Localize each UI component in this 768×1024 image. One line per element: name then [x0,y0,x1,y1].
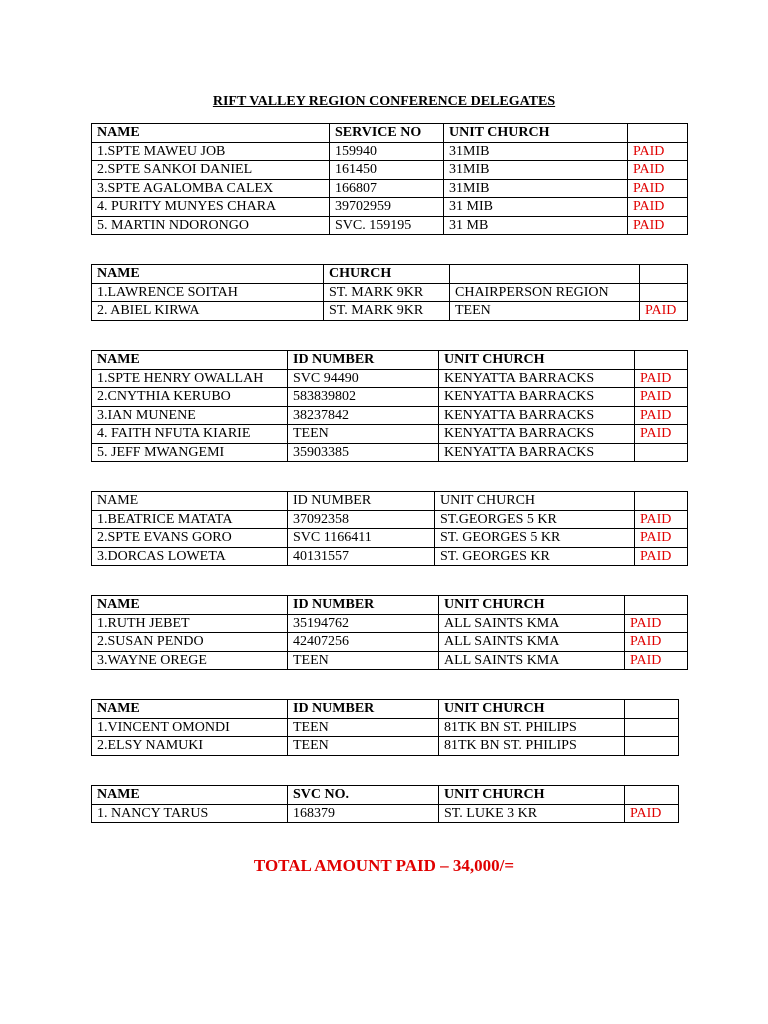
table-row [92,651,688,670]
table-row [92,369,688,388]
table-header-row [92,700,679,719]
table-row [92,547,688,566]
table-row [92,198,688,217]
name-cell: 2. ABIEL KIRWA [92,302,324,321]
paid-status: PAID [628,179,688,198]
header-cell: NAME [92,700,288,719]
table-row [92,510,688,529]
header-cell [640,265,688,284]
number-cell: 35903385 [288,443,439,462]
header-cell: UNIT CHURCH [435,492,635,511]
church-cell: ST. MARK 9KR [324,302,450,321]
number-cell: 42407256 [288,633,439,652]
table-header-row [92,351,688,370]
header-cell: NAME [92,786,288,805]
header-cell: NAME [92,265,324,284]
number-cell: 40131557 [288,547,435,566]
number-cell: 166807 [330,179,444,198]
table-row [92,529,688,548]
header-cell: ID NUMBER [288,700,439,719]
header-cell [625,786,679,805]
header-cell: UNIT CHURCH [439,786,625,805]
table-row [92,216,688,235]
number-cell: TEEN [288,718,439,737]
table-row [92,161,688,180]
name-cell: 1. NANCY TARUS [92,804,288,823]
table-row [92,388,688,407]
name-cell: 2.CNYTHIA KERUBO [92,388,288,407]
name-cell: 4. FAITH NFUTA KIARIE [92,425,288,444]
delegates-table-st-luke [91,785,679,823]
name-cell: 3.WAYNE OREGE [92,651,288,670]
church-cell: KENYATTA BARRACKS [439,425,635,444]
header-cell: ID NUMBER [288,492,435,511]
table-row [92,302,688,321]
number-cell: SVC 1166411 [288,529,435,548]
church-cell: 31MIB [444,142,628,161]
paid-status: PAID [628,142,688,161]
number-cell: 161450 [330,161,444,180]
number-cell: SVC 94490 [288,369,439,388]
paid-status: PAID [640,302,688,321]
paid-status: PAID [635,388,688,407]
number-cell: TEEN [288,737,439,756]
table-row [92,443,688,462]
header-cell: UNIT CHURCH [439,700,625,719]
name-cell: 1.SPTE MAWEU JOB [92,142,330,161]
header-cell [625,596,688,615]
table-header-row [92,492,688,511]
paid-status: PAID [628,198,688,217]
number-cell: 35194762 [288,614,439,633]
header-cell: UNIT CHURCH [444,124,628,143]
header-cell: NAME [92,492,288,511]
table-row [92,633,688,652]
table-row [92,283,688,302]
name-cell: 1.RUTH JEBET [92,614,288,633]
name-cell: 1.SPTE HENRY OWALLAH [92,369,288,388]
paid-status [640,283,688,302]
table-row [92,406,688,425]
name-cell: 3.IAN MUNENE [92,406,288,425]
paid-status [625,737,679,756]
table-header-row [92,124,688,143]
header-cell: ID NUMBER [288,596,439,615]
paid-status [635,443,688,462]
church-cell: ST.GEORGES 5 KR [435,510,635,529]
delegates-table-st-georges [91,491,688,566]
total-amount-paid: TOTAL AMOUNT PAID – 34,000/= [253,856,515,875]
table-row [92,718,679,737]
header-cell: ID NUMBER [288,351,439,370]
header-cell: SERVICE NO [330,124,444,143]
table-row [92,804,679,823]
paid-status: PAID [628,161,688,180]
name-cell: 2.ELSY NAMUKI [92,737,288,756]
paid-status: PAID [625,804,679,823]
church-cell: 31 MIB [444,198,628,217]
church-cell: KENYATTA BARRACKS [439,443,635,462]
delegates-table-kenyatta-barracks [91,350,688,462]
delegates-table-st-mark [91,264,688,321]
header-cell [635,351,688,370]
paid-status: PAID [635,529,688,548]
delegates-table-all-saints [91,595,688,670]
name-cell: 4. PURITY MUNYES CHARA [92,198,330,217]
church-cell: 31 MB [444,216,628,235]
church-cell: ALL SAINTS KMA [439,633,625,652]
church-cell: 31MIB [444,179,628,198]
number-cell: TEEN [288,651,439,670]
paid-status: PAID [635,425,688,444]
header-cell: NAME [92,596,288,615]
church-cell: 81TK BN ST. PHILIPS [439,737,625,756]
number-cell: 583839802 [288,388,439,407]
paid-status: PAID [628,216,688,235]
name-cell: 1.VINCENT OMONDI [92,718,288,737]
paid-status: PAID [625,633,688,652]
church-cell: KENYATTA BARRACKS [439,388,635,407]
number-cell: 37092358 [288,510,435,529]
delegates-table-31mib [91,123,688,235]
role-cell: TEEN [450,302,640,321]
name-cell: 2.SUSAN PENDO [92,633,288,652]
header-cell [450,265,640,284]
table-header-row [92,786,679,805]
number-cell: 39702959 [330,198,444,217]
number-cell: 168379 [288,804,439,823]
table-row [92,179,688,198]
paid-status: PAID [635,547,688,566]
name-cell: 3.DORCAS LOWETA [92,547,288,566]
church-cell: ALL SAINTS KMA [439,614,625,633]
church-cell: 31MIB [444,161,628,180]
church-cell: KENYATTA BARRACKS [439,406,635,425]
church-cell: ST. LUKE 3 KR [439,804,625,823]
name-cell: 2.SPTE EVANS GORO [92,529,288,548]
paid-status: PAID [625,651,688,670]
name-cell: 2.SPTE SANKOI DANIEL [92,161,330,180]
name-cell: 5. JEFF MWANGEMI [92,443,288,462]
paid-status: PAID [635,406,688,425]
church-cell: ST. GEORGES KR [435,547,635,566]
name-cell: 1.BEATRICE MATATA [92,510,288,529]
table-header-row [92,265,688,284]
church-cell: 81TK BN ST. PHILIPS [439,718,625,737]
header-cell: NAME [92,351,288,370]
header-cell: UNIT CHURCH [439,596,625,615]
church-cell: KENYATTA BARRACKS [439,369,635,388]
name-cell: 3.SPTE AGALOMBA CALEX [92,179,330,198]
header-cell: CHURCH [324,265,450,284]
number-cell: 159940 [330,142,444,161]
header-cell [635,492,688,511]
role-cell: CHAIRPERSON REGION [450,283,640,302]
table-header-row [92,596,688,615]
header-cell: SVC NO. [288,786,439,805]
paid-status: PAID [625,614,688,633]
church-cell: ST. GEORGES 5 KR [435,529,635,548]
table-row [92,425,688,444]
header-cell [625,700,679,719]
church-cell: ALL SAINTS KMA [439,651,625,670]
table-row [92,614,688,633]
number-cell: TEEN [288,425,439,444]
header-cell: UNIT CHURCH [439,351,635,370]
table-row [92,142,688,161]
number-cell: 38237842 [288,406,439,425]
paid-status: PAID [635,510,688,529]
name-cell: 5. MARTIN NDORONGO [92,216,330,235]
church-cell: ST. MARK 9KR [324,283,450,302]
name-cell: 1.LAWRENCE SOITAH [92,283,324,302]
number-cell: SVC. 159195 [330,216,444,235]
paid-status [625,718,679,737]
header-cell [628,124,688,143]
delegates-table-81tk-bn [91,699,679,756]
document-title: RIFT VALLEY REGION CONFERENCE DELEGATES [212,94,556,109]
header-cell: NAME [92,124,330,143]
paid-status: PAID [635,369,688,388]
table-row [92,737,679,756]
